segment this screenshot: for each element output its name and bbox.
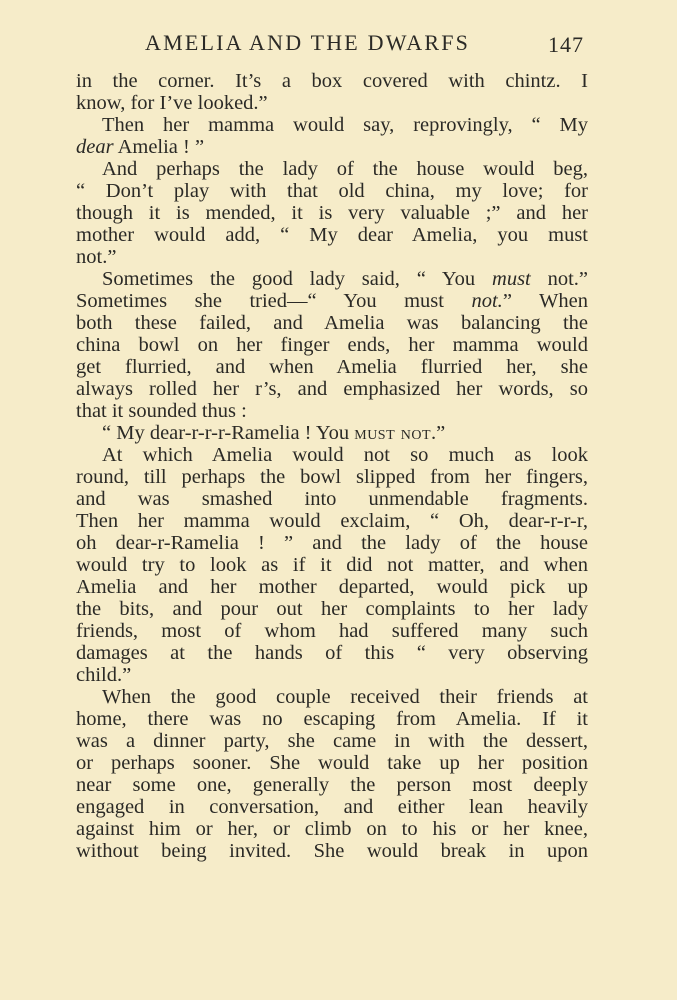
text-line: oh dear-r-Ramelia ! ” and the lady of the house: [76, 532, 588, 554]
text-line: round, till perhaps the bowl slipped from her fingers,: [76, 466, 588, 488]
text-line: know, for I’ve looked.”: [76, 92, 268, 114]
italic-text: must: [492, 268, 531, 290]
text-line: china bowl on her finger ends, her mamma would: [76, 334, 588, 356]
text-line: [76, 268, 588, 290]
text-line: without being invited. She would break in upon: [76, 840, 588, 862]
text-segment: Then her mamma would say, reprovingly, “ My: [102, 114, 588, 136]
text-line: [76, 114, 588, 136]
text-line: or perhaps sooner. She would take up her position: [76, 752, 588, 774]
text-line: always rolled her r’s, and emphasized her words, so: [76, 378, 588, 400]
text-line: that it sounded thus :: [76, 400, 247, 422]
text-line: the bits, and pour out her complaints to her lady: [76, 598, 588, 620]
text-segment: Sometimes she tried—“ You must: [76, 290, 472, 312]
text-line: And perhaps the lady of the house would beg,: [102, 158, 588, 180]
text-line: not.”: [76, 246, 117, 268]
text-line: mother would add, “ My dear Amelia, you must: [76, 224, 588, 246]
text-line: Then her mamma would exclaim, “ Oh, dear-r-r-r,: [76, 510, 588, 532]
italic-text: not.: [471, 290, 503, 312]
text-line: engaged in conversation, and either lean heavily: [76, 796, 588, 818]
text-line: Amelia and her mother departed, would pick up: [76, 576, 588, 598]
text-segment: .”: [431, 422, 446, 444]
text-line: though it is mended, it is very valuable ;” and her: [76, 202, 588, 224]
text-segment: “ My dear-r-r-r-Ramelia ! You: [102, 422, 355, 444]
page-number: 147: [548, 32, 584, 57]
text-line: [76, 290, 588, 312]
text-line: get flurried, and when Amelia flurried her, she: [76, 356, 588, 378]
text-line: [76, 422, 588, 444]
text-line: [76, 136, 588, 158]
text-segment: Amelia ! ”: [113, 136, 205, 158]
text-line: was a dinner party, she came in with the dessert,: [76, 730, 588, 752]
text-line: friends, most of whom had suffered many such: [76, 620, 588, 642]
italic-text: dear: [76, 136, 114, 158]
running-title: AMELIA AND THE DWARFS: [145, 30, 471, 55]
text-line: At which Amelia would not so much as look: [102, 444, 588, 466]
text-line: against him or her, or climb on to his or her knee,: [76, 818, 588, 840]
text-line: and was smashed into unmendable fragments.: [76, 488, 588, 510]
text-segment: Sometimes the good lady said, “ You: [102, 268, 493, 290]
text-line: “ Don’t play with that old china, my love; for: [76, 180, 588, 202]
text-line: both these failed, and Amelia was balancing the: [76, 312, 588, 334]
text-line: When the good couple received their friends at: [102, 686, 588, 708]
text-line: would try to look as if it did not matter, and when: [76, 554, 588, 576]
small-caps-text: must not: [354, 422, 432, 444]
text-line: child.”: [76, 664, 132, 686]
body-text: [76, 70, 588, 862]
text-line: home, there was no escaping from Amelia. If it: [76, 708, 588, 730]
text-line: damages at the hands of this “ very observing: [76, 642, 588, 664]
text-segment: not.”: [530, 268, 589, 290]
text-line: in the corner. It’s a box covered with chintz. I: [76, 70, 588, 92]
text-line: near some one, generally the person most deeply: [76, 774, 588, 796]
text-segment: ” When: [502, 290, 588, 312]
